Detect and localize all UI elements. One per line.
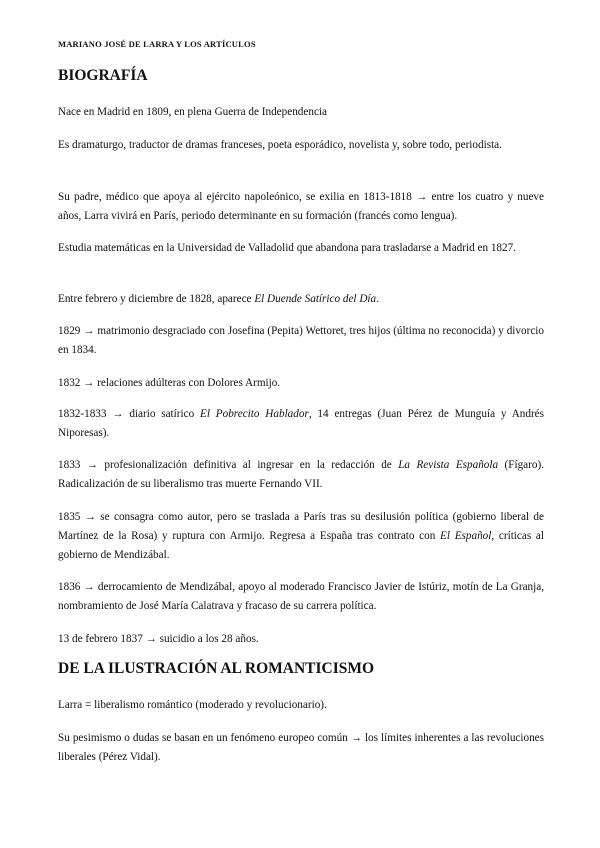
paragraph-1836: 1836 → derrocamiento de Mendizábal, apoyo al moderado Francisco Javier de Istúriz, motín de La Granja, nombramiento de José María Calatrava y fracaso de su carrera política. bbox=[58, 581, 544, 612]
paragraph-studies: Estudia matemáticas en la Universidad de Valladolid que abandona para trasladarse a Madrid en 1827. bbox=[58, 242, 517, 254]
paragraph-pobrecito-end: , 14 entregas (Juan Pérez de Munguía y Andrés Niporesas). bbox=[58, 408, 545, 439]
work-title-duende: El Duende Satírico del Día bbox=[254, 293, 377, 305]
paragraph-professions: Es dramaturgo, traductor de dramas franceses, poeta esporádico, novelista y, sobre todo, periodista. bbox=[58, 139, 502, 151]
work-title-espanol: El Español bbox=[440, 530, 492, 542]
paragraph-father-exile: Su padre, médico que apoya al ejército napoleónico, se exilia en 1813-1818 → entre los cuatro y nueve años, Larra vivirá en París, periodo determinante en su formación (francés como lengua). bbox=[58, 191, 544, 222]
paragraph-pobrecito-text: 1832-1833 → diario satírico bbox=[58, 408, 200, 420]
paragraph-duende-text: Entre febrero y diciembre de 1828, aparece bbox=[58, 293, 255, 305]
paragraph-revista-text: 1833 → profesionalización definitiva al ingresar en la redacción de bbox=[58, 459, 399, 471]
paragraph-marriage: 1829 → matrimonio desgraciado con Josefina (Pepita) Wettoret, tres hijos (última no reconocida) y divorcio en 1834. bbox=[58, 325, 544, 356]
work-title-revista: La Revista Española bbox=[398, 459, 499, 471]
paragraph-liberalismo: Larra = liberalismo romántico (moderado y revolucionario). bbox=[58, 699, 327, 711]
running-header: MARIANO JOSÉ DE LARRA Y LOS ARTÍCULOS bbox=[58, 39, 256, 49]
paragraph-revista bbox=[58, 456, 544, 494]
paragraph-1835-end: , críticas al gobierno de Mendizábal. bbox=[58, 530, 544, 561]
section-title-biografia: BIOGRAFÍA bbox=[58, 67, 148, 84]
paragraph-pesimismo: Su pesimismo o dudas se basan en un fenómeno europeo común → los límites inherentes a las revoluciones liberales (Pérez Vidal). bbox=[58, 732, 544, 763]
paragraph-birth: Nace en Madrid en 1809, en plena Guerra de Independencia bbox=[58, 106, 327, 118]
paragraph-death: 13 de febrero 1837 → suicidio a los 28 años. bbox=[58, 633, 259, 645]
paragraph-duende bbox=[58, 290, 544, 309]
paragraph-duende-end: . bbox=[376, 293, 379, 305]
paragraph-1835 bbox=[58, 508, 544, 565]
paragraph-armijo: 1832 → relaciones adúlteras con Dolores Armijo. bbox=[58, 377, 281, 389]
paragraph-pobrecito bbox=[58, 405, 544, 443]
paragraph-revista-end: (Fígaro). Radicalización de su liberalismo tras muerte Fernando VII. bbox=[58, 459, 544, 490]
work-title-pobrecito: El Pobrecito Hablador bbox=[200, 408, 309, 420]
section-title-ilustracion: DE LA ILUSTRACIÓN AL ROMANTICISMO bbox=[58, 660, 375, 677]
paragraph-1835-text: 1835 → se consagra como autor, pero se traslada a París tras su desilusión política (gobierno liberal de Martínez de la Rosa) y ruptura con Armijo. Regresa a España tras contrato con bbox=[58, 511, 544, 542]
